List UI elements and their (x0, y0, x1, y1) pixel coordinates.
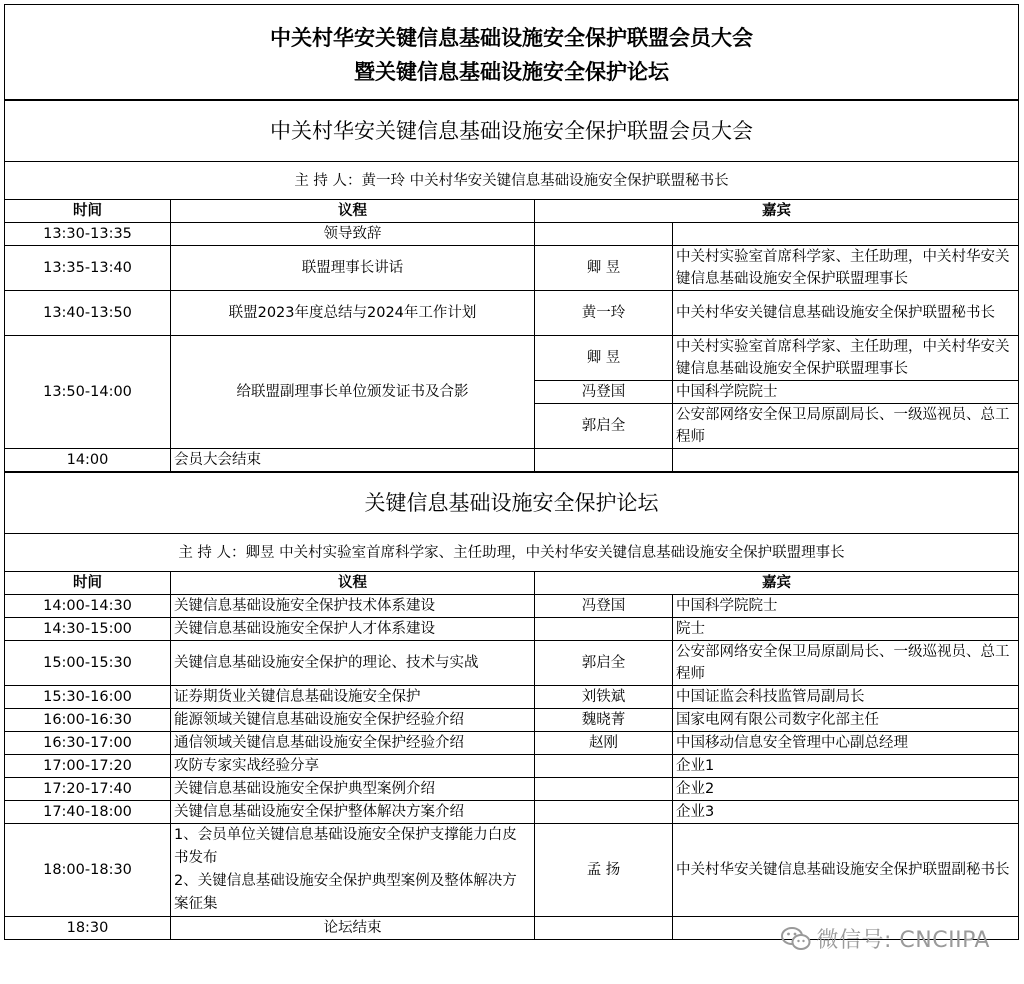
row-guest-title: 国家电网有限公司数字化部主任 (673, 709, 1019, 732)
section2-host: 主 持 人：卿昱 中关村实验室首席科学家、主任助理，中关村华安关键信息基础设施安全保护联盟理事长 (5, 534, 1019, 572)
row-agenda: 能源领域关键信息基础设施安全保护经验介绍 (171, 709, 535, 732)
table-row (5, 246, 1019, 291)
row-guest-name: 黄一玲 (535, 291, 673, 336)
table-row (5, 709, 1019, 732)
table-row (5, 618, 1019, 641)
row-time: 17:40-18:00 (5, 801, 171, 824)
row-agenda: 关键信息基础设施安全保护的理论、技术与实战 (171, 641, 535, 686)
row-guest-name: 赵刚 (535, 732, 673, 755)
row-guest-title: 公安部网络安全保卫局原副局长、一级巡视员、总工程师 (673, 404, 1019, 449)
row-time: 14:00-14:30 (5, 595, 171, 618)
wechat-icon (781, 926, 811, 952)
row-time: 13:40-13:50 (5, 291, 171, 336)
watermark-text: 微信号: CNCIIPA (816, 928, 990, 953)
row-time: 16:30-17:00 (5, 732, 171, 755)
row-guest-title: 公安部网络安全保卫局原副局长、一级巡视员、总工程师 (673, 641, 1019, 686)
main-title-line1: 中关村华安关键信息基础设施安全保护联盟会员大会 (270, 26, 753, 50)
row-agenda: 攻防专家实战经验分享 (171, 755, 535, 778)
row-guest-name: 孟 扬 (535, 824, 673, 917)
row-guest-title: 中关村实验室首席科学家、主任助理，中关村华安关键信息基础设施安全保护联盟理事长 (673, 246, 1019, 291)
table-row (5, 732, 1019, 755)
row-guest-name: 刘铁斌 (535, 686, 673, 709)
header-time: 时间 (5, 572, 171, 595)
row-guest-name (535, 223, 673, 246)
section1-host: 主 持 人：黄一玲 中关村华安关键信息基础设施安全保护联盟秘书长 (5, 162, 1019, 200)
main-title-row (5, 5, 1019, 101)
table-row (5, 223, 1019, 246)
row-time: 13:30-13:35 (5, 223, 171, 246)
section1-header-row (5, 200, 1019, 223)
header-agenda: 议程 (171, 572, 535, 595)
row-guest-name (535, 755, 673, 778)
row-agenda (171, 824, 535, 917)
main-title-line2: 暨关键信息基础设施安全保护论坛 (354, 60, 669, 84)
table-row (5, 686, 1019, 709)
header-time: 时间 (5, 200, 171, 223)
table-row (5, 595, 1019, 618)
table-row (5, 801, 1019, 824)
main-title (5, 5, 1019, 101)
row-agenda-item-1: 1、会员单位关键信息基础设施安全保护支撑能力白皮书发布 (174, 827, 517, 866)
section2-header-row (5, 572, 1019, 595)
row-time: 13:35-13:40 (5, 246, 171, 291)
section2-title: 关键信息基础设施安全保护论坛 (5, 472, 1019, 534)
row-agenda: 论坛结束 (171, 917, 535, 940)
row-guest-title: 中国科学院院士 (673, 595, 1019, 618)
table-row (5, 291, 1019, 336)
table-row (5, 641, 1019, 686)
row-guest-name: 冯登国 (535, 381, 673, 404)
row-guest-name: 郭启全 (535, 641, 673, 686)
row-agenda-item-2: 2、关键信息基础设施安全保护典型案例及整体解决方案征集 (174, 873, 517, 912)
row-agenda: 关键信息基础设施安全保护整体解决方案介绍 (171, 801, 535, 824)
table-row (5, 755, 1019, 778)
row-time: 18:00-18:30 (5, 824, 171, 917)
row-time: 15:30-16:00 (5, 686, 171, 709)
row-guest-title: 院士 (673, 618, 1019, 641)
row-guest-title (673, 449, 1019, 473)
row-time: 14:30-15:00 (5, 618, 171, 641)
row-guest-name: 冯登国 (535, 595, 673, 618)
row-time: 13:50-14:00 (5, 336, 171, 449)
row-time: 17:20-17:40 (5, 778, 171, 801)
row-time: 15:00-15:30 (5, 641, 171, 686)
row-guest-title: 中关村华安关键信息基础设施安全保护联盟副秘书长 (673, 824, 1019, 917)
table-row (5, 449, 1019, 473)
row-guest-title: 企业2 (673, 778, 1019, 801)
row-guest-title: 企业1 (673, 755, 1019, 778)
row-agenda: 通信领域关键信息基础设施安全保护经验介绍 (171, 732, 535, 755)
row-guest-name (535, 449, 673, 473)
table-row (5, 336, 1019, 381)
header-guest: 嘉宾 (535, 572, 1019, 595)
row-guest-name (535, 917, 673, 940)
table-row (5, 778, 1019, 801)
section2-host-row (5, 534, 1019, 572)
row-agenda: 会员大会结束 (171, 449, 535, 473)
header-agenda: 议程 (171, 200, 535, 223)
row-agenda: 关键信息基础设施安全保护技术体系建设 (171, 595, 535, 618)
row-agenda: 关键信息基础设施安全保护典型案例介绍 (171, 778, 535, 801)
row-guest-title (673, 223, 1019, 246)
row-guest-name (535, 618, 673, 641)
header-guest: 嘉宾 (535, 200, 1019, 223)
row-time: 16:00-16:30 (5, 709, 171, 732)
row-agenda: 证券期货业关键信息基础设施安全保护 (171, 686, 535, 709)
section1-host-row (5, 162, 1019, 200)
row-guest-title: 中国科学院院士 (673, 381, 1019, 404)
row-guest-name (535, 778, 673, 801)
row-agenda: 联盟理事长讲话 (171, 246, 535, 291)
row-guest-title: 中国移动信息安全管理中心副总经理 (673, 732, 1019, 755)
row-time: 17:00-17:20 (5, 755, 171, 778)
table-row (5, 824, 1019, 917)
section1-title-row (5, 100, 1019, 162)
row-agenda: 给联盟副理事长单位颁发证书及合影 (171, 336, 535, 449)
row-guest-name: 卿 昱 (535, 246, 673, 291)
agenda-table (4, 4, 1019, 940)
row-guest-name: 卿 昱 (535, 336, 673, 381)
section2-title-row (5, 472, 1019, 534)
watermark (781, 923, 990, 954)
row-guest-title: 中关村实验室首席科学家、主任助理，中关村华安关键信息基础设施安全保护联盟理事长 (673, 336, 1019, 381)
row-guest-name: 郭启全 (535, 404, 673, 449)
row-guest-name: 魏晓菁 (535, 709, 673, 732)
row-time: 14:00 (5, 449, 171, 473)
row-time: 18:30 (5, 917, 171, 940)
row-agenda: 联盟2023年度总结与2024年工作计划 (171, 291, 535, 336)
row-agenda: 领导致辞 (171, 223, 535, 246)
section1-title: 中关村华安关键信息基础设施安全保护联盟会员大会 (5, 100, 1019, 162)
row-guest-title: 中国证监会科技监管局副局长 (673, 686, 1019, 709)
row-guest-name (535, 801, 673, 824)
row-guest-title: 中关村华安关键信息基础设施安全保护联盟秘书长 (673, 291, 1019, 336)
row-agenda: 关键信息基础设施安全保护人才体系建设 (171, 618, 535, 641)
row-guest-title: 企业3 (673, 801, 1019, 824)
